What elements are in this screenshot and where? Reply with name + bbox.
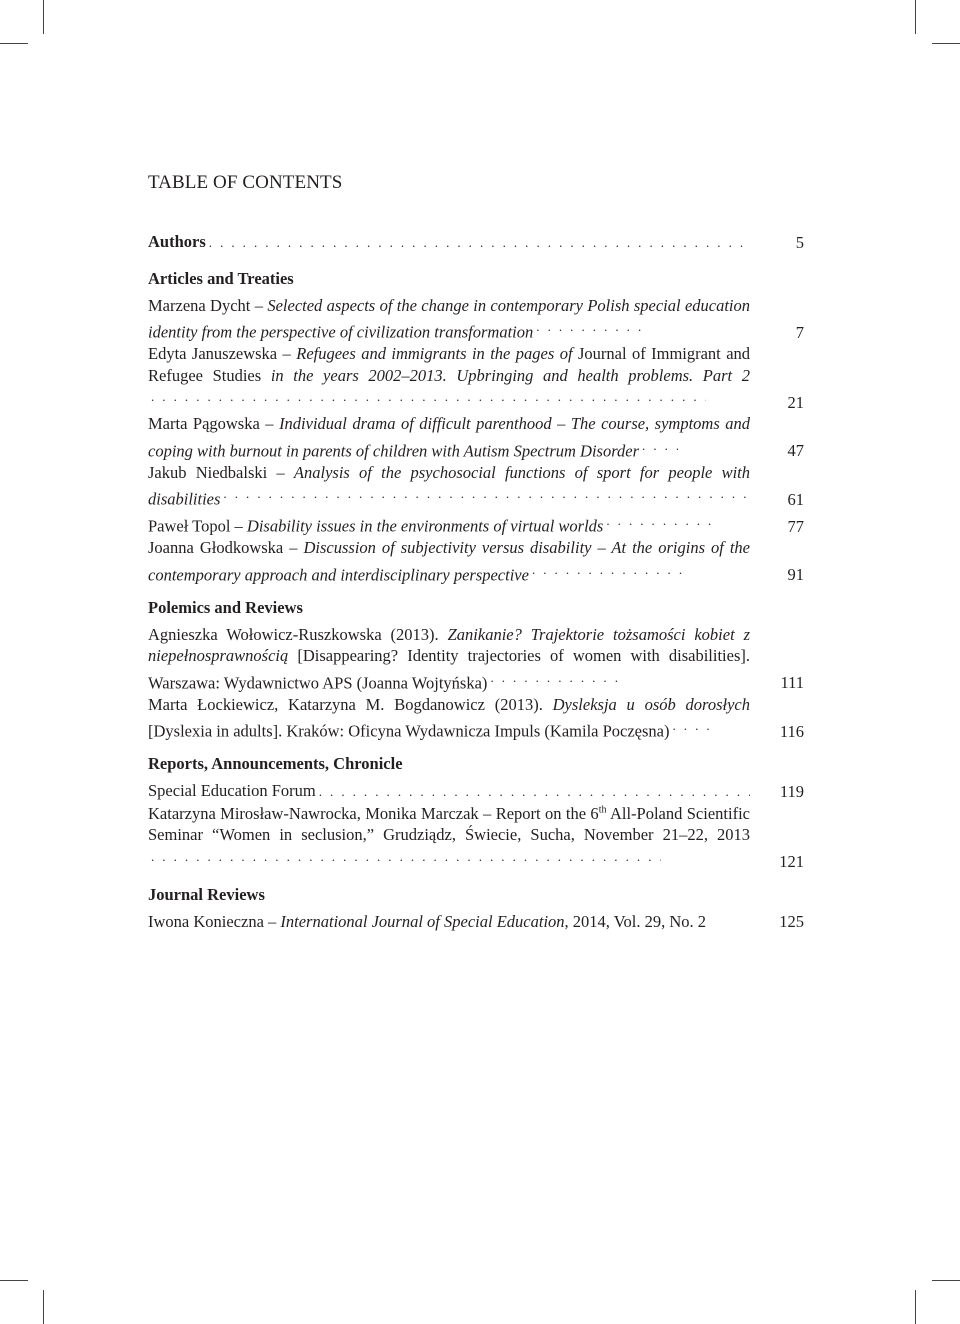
toc-entry[interactable]: Paweł Topol – Disability issues in the environments of virtual worlds. . . 77 bbox=[148, 510, 808, 537]
entry-author: Special Education Forum bbox=[148, 781, 316, 800]
entry-author: Paweł Topol bbox=[148, 516, 231, 536]
crop-mark bbox=[932, 43, 960, 44]
entry-title: Disability issues in the environments of virtual worlds bbox=[246, 516, 604, 536]
toc-entry[interactable]: Marzena Dycht – Selected aspects of the change in contemporary Polish special education identity from the perspective of civilization transformation. . . 7 bbox=[148, 295, 808, 344]
page-title: TABLE OF CONTENTS bbox=[148, 172, 343, 193]
leader-dots bbox=[606, 510, 714, 532]
table-of-contents bbox=[148, 172, 808, 943]
entry-author: Agnieszka Wołowicz-Ruszkowska (2013). bbox=[148, 624, 439, 644]
crop-mark bbox=[0, 43, 28, 44]
entry-author: Edyta Januszewska bbox=[148, 344, 278, 363]
toc-entry[interactable] bbox=[148, 694, 808, 743]
entry-author: Iwona Konieczna – bbox=[148, 911, 277, 931]
crop-mark bbox=[43, 0, 44, 34]
toc-entry[interactable] bbox=[148, 911, 808, 933]
leader-dots bbox=[673, 715, 711, 737]
leader-dots bbox=[536, 316, 646, 338]
entry-author: Marzena Dycht bbox=[148, 295, 251, 315]
entry-author: Joanna Głodkowska bbox=[148, 538, 284, 557]
entry-label: Authors bbox=[148, 232, 206, 251]
entry-author: Jakub Niedbalski bbox=[148, 462, 268, 482]
page-number: 116 bbox=[779, 721, 804, 741]
leader-dots bbox=[642, 435, 678, 457]
section-heading: Polemics and Reviews bbox=[148, 597, 303, 617]
section-reports bbox=[148, 753, 808, 873]
entry-title: Refugees and immigrants in the pages of bbox=[296, 344, 573, 363]
page-number: 119 bbox=[779, 782, 804, 801]
entry-details: , 2014, Vol. 29, No. 2 bbox=[564, 911, 707, 931]
entry-details: [Dyslexia in adults]. Kraków: Oficyna Wydawnicza Impuls (Kamila Poczęsna) bbox=[148, 721, 670, 741]
entry-title: Selected aspects of the change in contemporary Polish special education identity from the perspective of civilization transformation bbox=[148, 295, 751, 342]
page-number: 61 bbox=[787, 489, 804, 509]
page-number: 7 bbox=[795, 322, 804, 342]
page-number: 77 bbox=[787, 516, 804, 536]
toc-entry[interactable]: Marta Pągowska – Individual drama of difficult parenthood – The course, symptoms and coping with burnout in parents of children with Autism Spectrum Disorder. . . 47 bbox=[148, 413, 808, 462]
entry-title: Dysleksja u osób dorosłych bbox=[552, 694, 751, 714]
crop-mark bbox=[915, 1290, 916, 1324]
section-polemics bbox=[148, 597, 808, 743]
leader-dots bbox=[223, 483, 748, 505]
leader-dots bbox=[151, 386, 706, 408]
toc-entry[interactable] bbox=[148, 624, 808, 694]
page-number: 91 bbox=[787, 565, 804, 584]
entry-author: Marta Pągowska bbox=[148, 414, 260, 433]
entry-title: Analysis of the psychosocial functions of sport for people with disabilities bbox=[148, 462, 751, 509]
leader-dots bbox=[319, 781, 750, 803]
entry-title: Individual drama of difficult parenthood – The course, symptoms and coping with burnout in parents of children with Autism Spectrum Disorder bbox=[148, 414, 751, 460]
superscript: th bbox=[598, 804, 607, 815]
toc-entry-authors[interactable] bbox=[148, 231, 808, 254]
section-heading: Journal Reviews bbox=[148, 884, 265, 904]
leader-dots bbox=[490, 667, 620, 689]
page-number: 47 bbox=[787, 441, 804, 460]
page-number: 21 bbox=[787, 392, 804, 412]
crop-mark bbox=[43, 1290, 44, 1324]
toc-entry[interactable] bbox=[148, 780, 808, 803]
page-number: 121 bbox=[779, 852, 804, 871]
toc-entry[interactable]: Jakub Niedbalski – Analysis of the psychosocial functions of sport for people with disabilities. . . 61 bbox=[148, 462, 808, 511]
entry-title: International Journal of Special Education bbox=[280, 911, 565, 931]
section-heading: Articles and Treaties bbox=[148, 268, 294, 288]
toc-entry[interactable] bbox=[148, 803, 808, 873]
crop-mark bbox=[932, 1280, 960, 1281]
entry-journal: Journal of Immigrant and Refugee Studies bbox=[148, 344, 751, 385]
section-articles bbox=[148, 268, 808, 586]
authors-section bbox=[148, 231, 808, 254]
crop-mark bbox=[915, 0, 916, 34]
crop-mark bbox=[0, 1280, 28, 1281]
leader-dots bbox=[532, 559, 690, 581]
leader-dots bbox=[151, 846, 661, 868]
entry-details: All-Poland Scientific Seminar “Women in seclusion,” Grudziądz, Świecie, Sucha, November 21–22, 2013 bbox=[148, 803, 750, 844]
page-number: 111 bbox=[780, 673, 804, 692]
page-number: 125 bbox=[779, 911, 804, 931]
entry-author: Marta Łockiewicz, Katarzyna M. Bogdanowicz (2013). bbox=[148, 694, 543, 714]
toc-entry[interactable]: Joanna Głodkowska – Discussion of subjectivity versus disability – At the origins of the contemporary approach and interdisciplinary perspective. . . 91 bbox=[148, 537, 808, 586]
entry-title: Discussion of subjectivity versus disability – At the origins of the contemporary approach and interdisciplinary perspective bbox=[148, 538, 751, 584]
section-heading: Reports, Announcements, Chronicle bbox=[148, 754, 403, 773]
page-number: 5 bbox=[795, 233, 804, 252]
leader-dots bbox=[209, 232, 750, 254]
toc-entry[interactable]: Edyta Januszewska – Refugees and immigrants in the pages of Journal of Immigrant and Refugee Studies in the years 2002–2013. Upbringing and health problems. Part 2. . . 21 bbox=[148, 343, 808, 413]
entry-author: Katarzyna Mirosław-Nawrocka, Monika Marczak – Report on the 6 bbox=[148, 803, 599, 823]
entry-title-cont: in the years 2002–2013. Upbringing and health problems. Part 2 bbox=[270, 365, 751, 385]
entry-details: [Disappearing? Identity trajectories of women with disabilities]. Warszawa: Wydawnictwo APS (Joanna Wojtyńska) bbox=[148, 646, 751, 692]
section-journal-reviews bbox=[148, 884, 808, 933]
entry-title: Zanikanie? Trajektorie tożsamości kobiet z niepełnosprawnością bbox=[148, 624, 751, 665]
